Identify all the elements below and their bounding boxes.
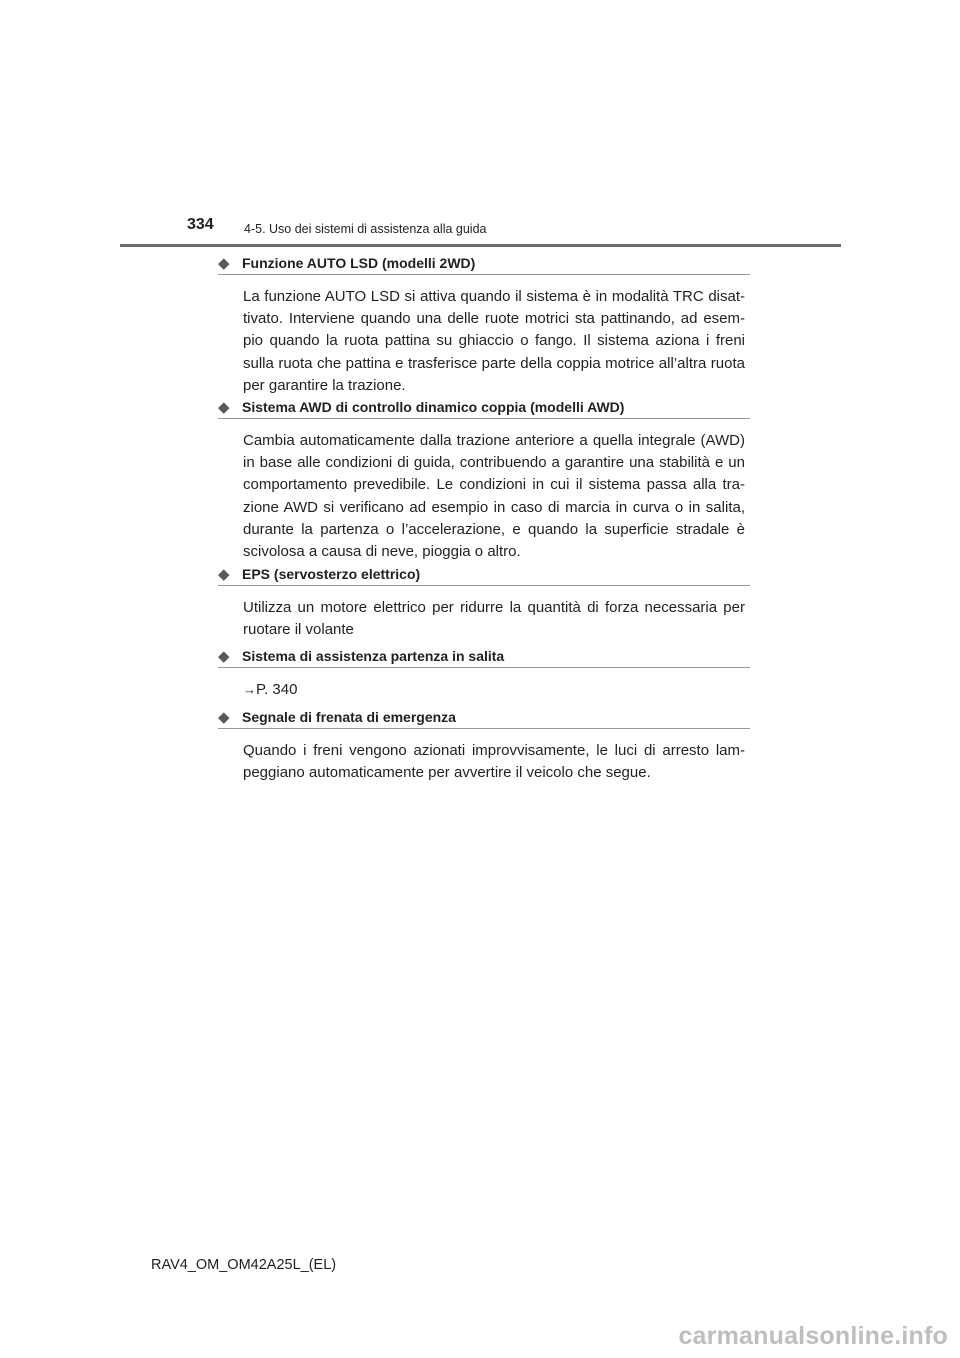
section-hill-start-assist — [218, 647, 750, 701]
page-number: 334 — [187, 216, 214, 233]
section-title: Funzione AUTO LSD (modelli 2WD) — [242, 255, 476, 271]
section-title: Segnale di frenata di emergenza — [242, 709, 456, 725]
chapter-title: 4-5. Uso dei sistemi di assistenza alla guida — [244, 222, 487, 236]
diamond-bullet-icon: ◆ — [218, 566, 230, 583]
diamond-bullet-icon: ◆ — [218, 709, 230, 726]
page-reference-text: P. 340 — [256, 681, 298, 698]
section-title: EPS (servosterzo elettrico) — [242, 566, 421, 582]
arrow-right-icon: → — [243, 682, 256, 697]
diamond-bullet-icon: ◆ — [218, 255, 230, 272]
section-awd-torque-control — [218, 398, 750, 563]
section-eps — [218, 565, 750, 641]
section-body: Quando i freni vengono azionati improvvisamente, le luci di arresto lam-peggiano automaticamente per avvertire il veicolo che segue. — [243, 742, 745, 782]
section-heading — [218, 398, 750, 419]
section-heading — [218, 708, 750, 729]
section-body: La funzione AUTO LSD si attiva quando il sistema è in modalità TRC disat-tivato. Interviene quando una delle ruote motrici sta pattinando, ad esem-pio quando la ruota pattina su ghiaccio o fango. Il sistema aziona i freni sulla ruota che pattina e trasferisce parte della coppia motrice all’altra ruota per garantire la trazione. — [243, 288, 745, 394]
section-emergency-brake-signal — [218, 708, 750, 784]
diamond-bullet-icon: ◆ — [218, 648, 230, 665]
section-body: Utilizza un motore elettrico per ridurre la quantità di forza necessaria per ruotare il volante — [243, 599, 745, 639]
page-reference[interactable] — [243, 679, 745, 701]
section-heading — [218, 254, 750, 275]
section-auto-lsd — [218, 254, 750, 397]
diamond-bullet-icon: ◆ — [218, 399, 230, 416]
document-code: RAV4_OM_OM42A25L_(EL) — [151, 1257, 337, 1273]
section-body: Cambia automaticamente dalla trazione anteriore a quella integrale (AWD) in base alle condizioni di guida, contribuendo a garantire una stabilità e un comportamento prevedibile. Le condizioni in cui il sistema passa alla tra-zione AWD si verificano ad esempio in caso di marcia in curva o in salita, durante la partenza o l’accelerazione, e quando la superficie stradale è scivolosa a causa di neve, pioggia o altro. — [243, 432, 745, 561]
section-title: Sistema di assistenza partenza in salita — [242, 648, 505, 664]
section-heading — [218, 565, 750, 586]
header-rule — [120, 244, 841, 247]
watermark: carmanualsonline.info — [678, 1322, 948, 1350]
section-heading — [218, 647, 750, 668]
section-title: Sistema AWD di controllo dinamico coppia (modelli AWD) — [242, 399, 625, 415]
